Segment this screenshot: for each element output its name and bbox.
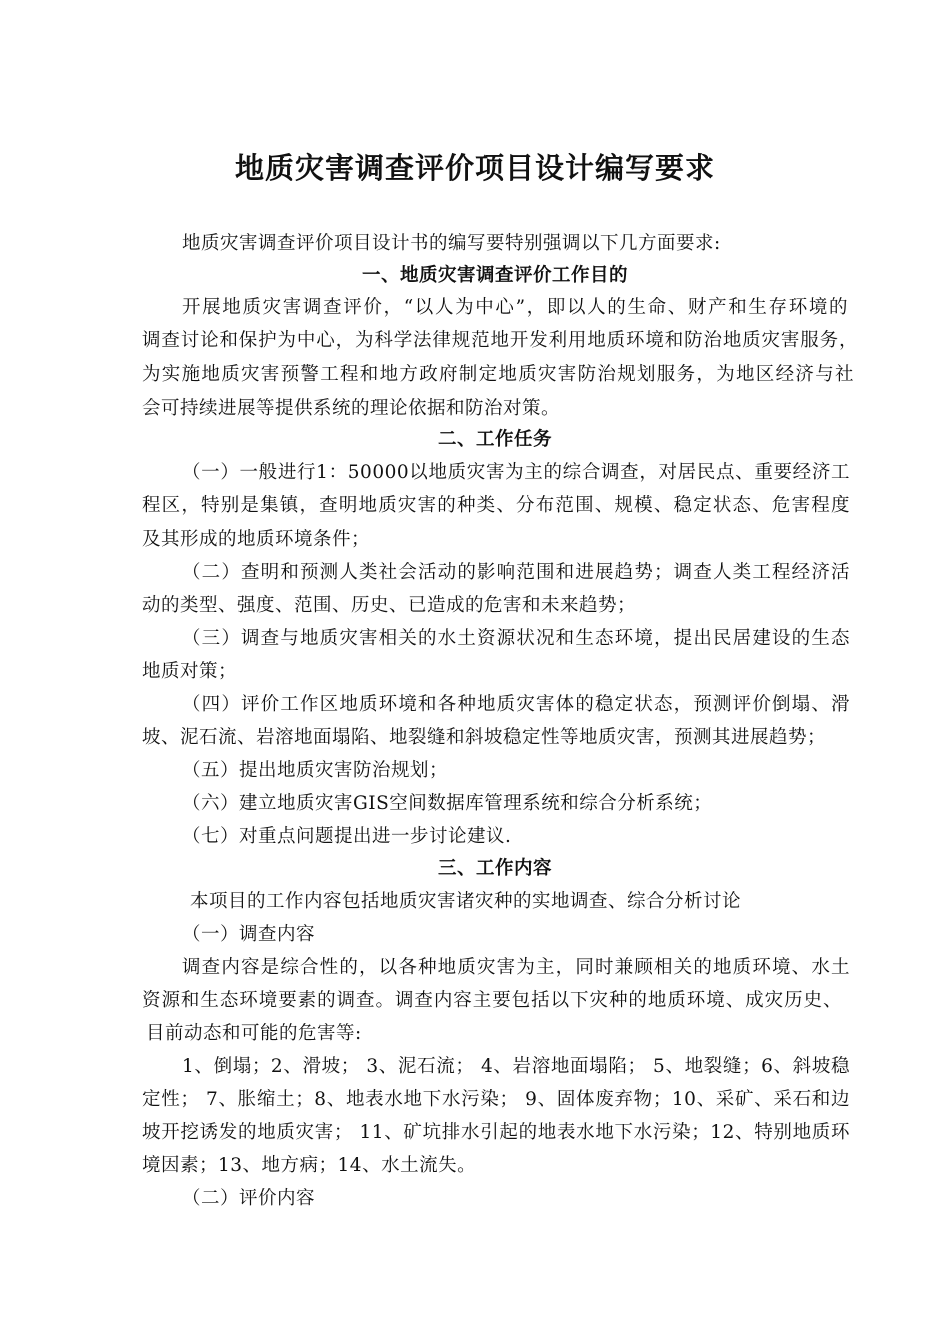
task-line: （六）建立地质灾害GIS空间数据库管理系统和综合分析系统； bbox=[182, 793, 713, 814]
paragraph-line: 会可持续进展等提供系统的理论依据和防治对策。 bbox=[142, 398, 561, 419]
content-line: 调查内容是综合性的，以各种地质灾害为主，同时兼顾相关的地质环境、水土 bbox=[182, 957, 850, 978]
paragraph-line: 为实施地质灾害预警工程和地方政府制定地质灾害防治规划服务，为地区经济与社 bbox=[142, 364, 854, 385]
content-subheading: （一）调查内容 bbox=[182, 924, 316, 945]
content-line: 本项目的工作内容包括地质灾害诸灾种的实地调查、综合分析讨论 bbox=[190, 891, 742, 912]
intro-paragraph: 地质灾害调查评价项目设计书的编写要特别强调以下几方面要求: bbox=[182, 233, 721, 254]
task-line: 动的类型、强度、范围、历史、已造成的危害和未来趋势； bbox=[142, 595, 637, 616]
content-line: 1、倒塌；2、滑坡； 3、泥石流； 4、岩溶地面塌陷； 5、地裂缝；6、斜坡稳 bbox=[182, 1056, 850, 1077]
content-line: 资源和生态环境要素的调查。调查内容主要包括以下灾种的地质环境、成灾历史、 bbox=[142, 990, 842, 1011]
task-line: （三）调查与地质灾害相关的水土资源状况和生态环境，提出民居建设的生态 bbox=[182, 628, 850, 649]
section-heading-content: 三、工作内容 bbox=[437, 858, 552, 879]
section-heading-tasks: 二、工作任务 bbox=[437, 429, 552, 450]
task-line: 地质对策； bbox=[142, 661, 238, 682]
task-line: 程区，特别是集镇，查明地质灾害的种类、分布范围、规模、稳定状态、危害程度 bbox=[142, 495, 850, 516]
content-line: 目前动态和可能的危害等: bbox=[146, 1023, 362, 1044]
section-heading-purpose: 一、地质灾害调查评价工作目的 bbox=[361, 265, 628, 286]
task-line: （七）对重点问题提出进一步讨论建议. bbox=[182, 826, 512, 847]
content-line: 定性； 7、胀缩土；8、地表水地下水污染； 9、固体废弃物；10、采矿、采石和边 bbox=[142, 1089, 850, 1110]
content-subheading: （二）评价内容 bbox=[182, 1188, 316, 1209]
task-line: （二）查明和预测人类社会活动的影响范围和进展趋势；调查人类工程经济活 bbox=[182, 562, 850, 583]
task-line: （四）评价工作区地质环境和各种地质灾害体的稳定状态，预测评价倒塌、滑 bbox=[182, 694, 850, 715]
content-line: 坡开挖诱发的地质灾害； 11、矿坑排水引起的地表水地下水污染；12、特别地质环 bbox=[142, 1122, 850, 1143]
paragraph-line: 开展地质灾害调查评价，“以人为中心”，即以人的生命、财产和生存环境的 bbox=[182, 297, 848, 318]
document-title: 地质灾害调查评价项目设计编写要求 bbox=[234, 151, 715, 185]
task-line: 坡、泥石流、岩溶地面塌陷、地裂缝和斜坡稳定性等地质灾害，预测其进展趋势； bbox=[142, 727, 827, 748]
content-line: 境因素；13、地方病；14、水土流失。 bbox=[142, 1155, 477, 1176]
task-line: 及其形成的地质环境条件； bbox=[142, 529, 371, 550]
task-line: （一）一般进行1：50000以地质灾害为主的综合调查，对居民点、重要经济工 bbox=[182, 462, 850, 483]
paragraph-line: 调查讨论和保护为中心，为科学法律规范地开发利用地质环境和防治地质灾害服务， bbox=[142, 330, 858, 351]
task-line: （五）提出地质灾害防治规划； bbox=[182, 760, 449, 781]
